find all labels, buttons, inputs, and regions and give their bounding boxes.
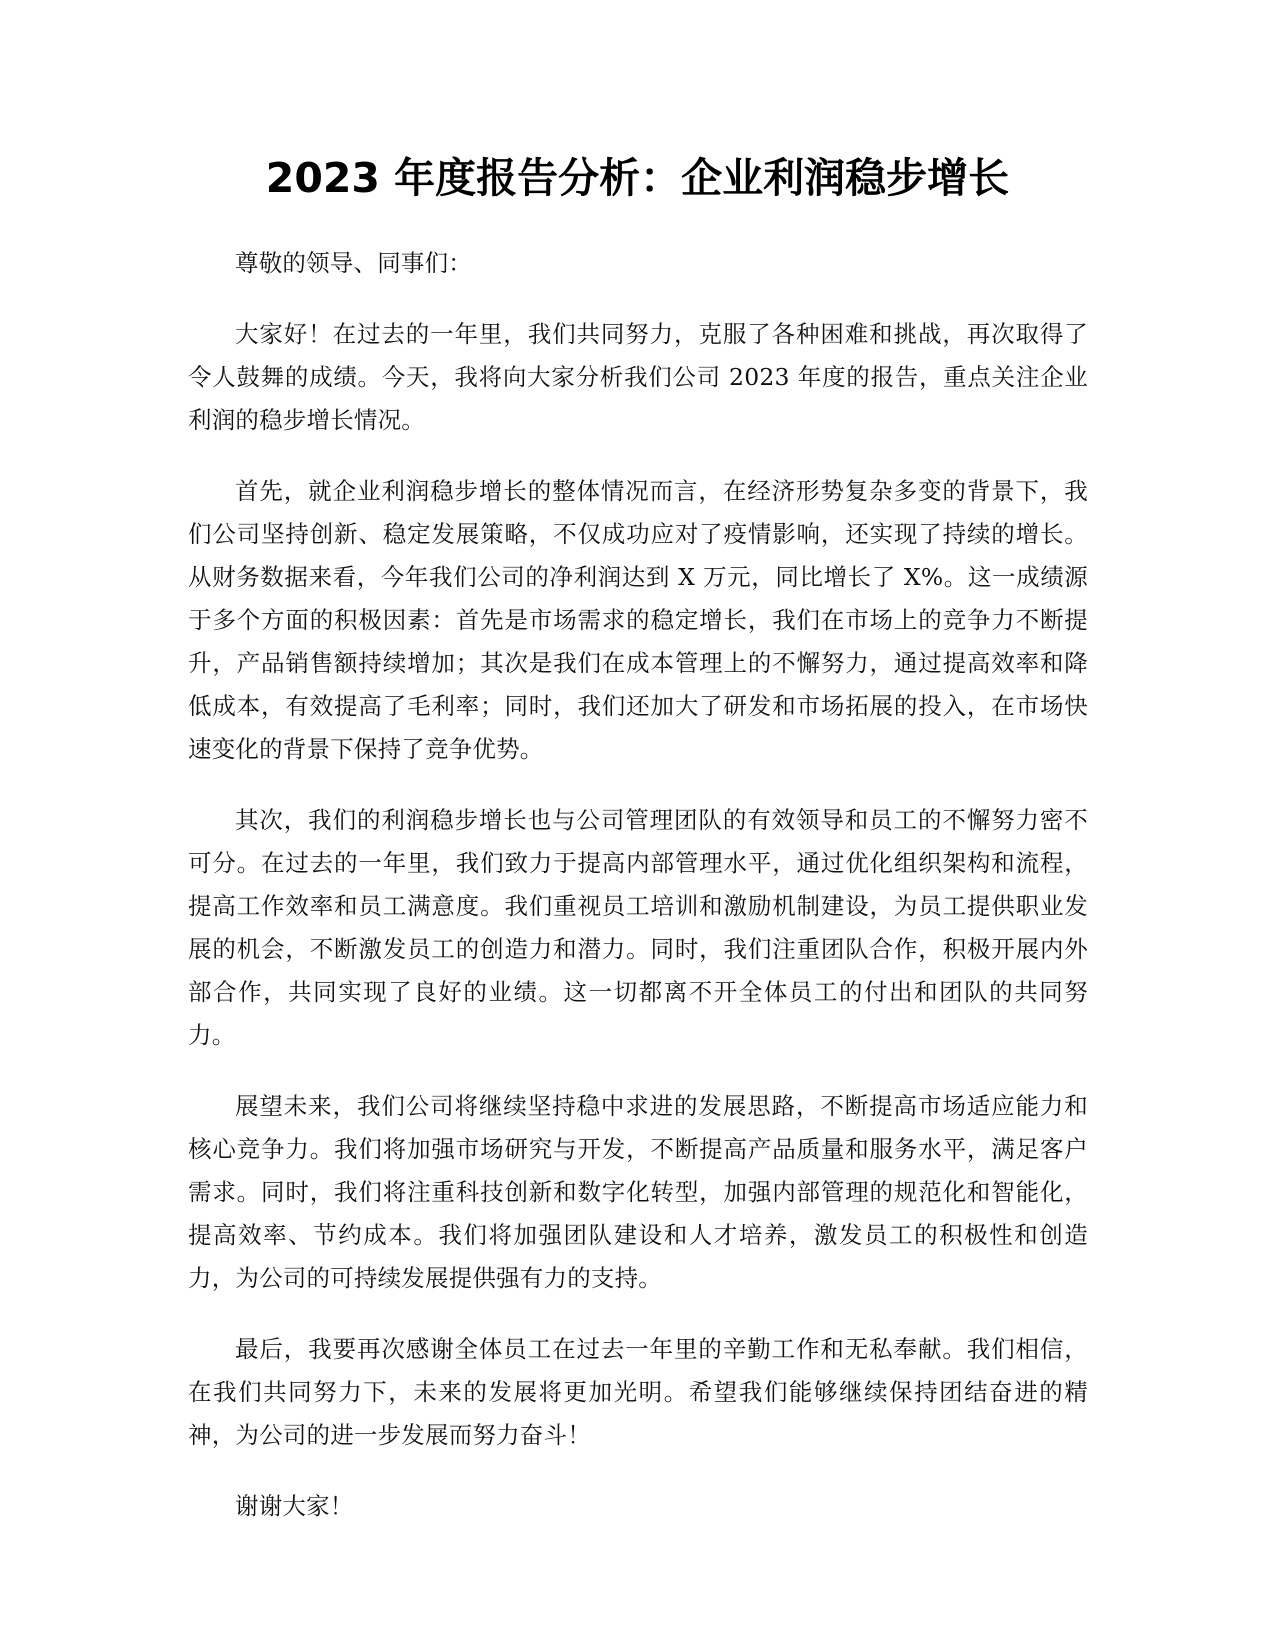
management-team-paragraph: 其次，我们的利润稳步增长也与公司管理团队的有效领导和员工的不懈努力密不可分。在过去的一年里，我们致力于提高内部管理水平，通过优化组织架构和流程，提高工作效率和员工满意度。我们重视员工培训和激励机制建设，为员工提供职业发展的机会，不断激发员工的创造力和潜力。同时，我们注重团队合作，积极开展内外部合作，共同实现了良好的业绩。这一切都离不开全体员工的付出和团队的共同努力。 <box>188 806 1088 1049</box>
outlook-paragraph: 展望未来，我们公司将继续坚持稳中求进的发展思路，不断提高市场适应能力和核心竞争力。我们将加强市场研究与开发，不断提高产品质量和服务水平，满足客户需求。同时，我们将注重科技创新和数字化转型，加强内部管理的规范化和智能化，提高效率、节约成本。我们将加强团队建设和人才培养，激发员工的积极性和创造力，为公司的可持续发展提供强有力的支持。 <box>188 1092 1088 1292</box>
document-title: 2023 年度报告分析：企业利润稳步增长 <box>265 154 1010 202</box>
thanks-paragraph: 谢谢大家！ <box>235 1492 354 1520</box>
closing-paragraph: 最后，我要再次感谢全体员工在过去一年里的辛勤工作和无私奉献。我们相信，在我们共同努力下，未来的发展将更加光明。希望我们能够继续保持团结奋进的精神，为公司的进一步发展而努力奋斗！ <box>188 1335 1088 1449</box>
salutation-paragraph: 尊敬的领导、同事们： <box>235 249 472 277</box>
document-body <box>188 242 1088 1556</box>
profit-overview-paragraph: 首先，就企业利润稳步增长的整体情况而言，在经济形势复杂多变的背景下，我们公司坚持创新、稳定发展策略，不仅成功应对了疫情影响，还实现了持续的增长。从财务数据来看，今年我们公司的净利润达到 X 万元，同比增长了 X%。这一成绩源于多个方面的积极因素：首先是市场需求的稳定增长，我们在市场上的竞争力不断提升，产品销售额持续增加；其次是我们在成本管理上的不懈努力，通过提高效率和降低成本，有效提高了毛利率；同时，我们还加大了研发和市场拓展的投入，在市场快速变化的背景下保持了竞争优势。 <box>188 477 1088 763</box>
greeting-paragraph: 大家好！在过去的一年里，我们共同努力，克服了各种困难和挑战，再次取得了令人鼓舞的成绩。今天，我将向大家分析我们公司 2023 年度的报告，重点关注企业利润的稳步增长情况。 <box>188 320 1088 434</box>
